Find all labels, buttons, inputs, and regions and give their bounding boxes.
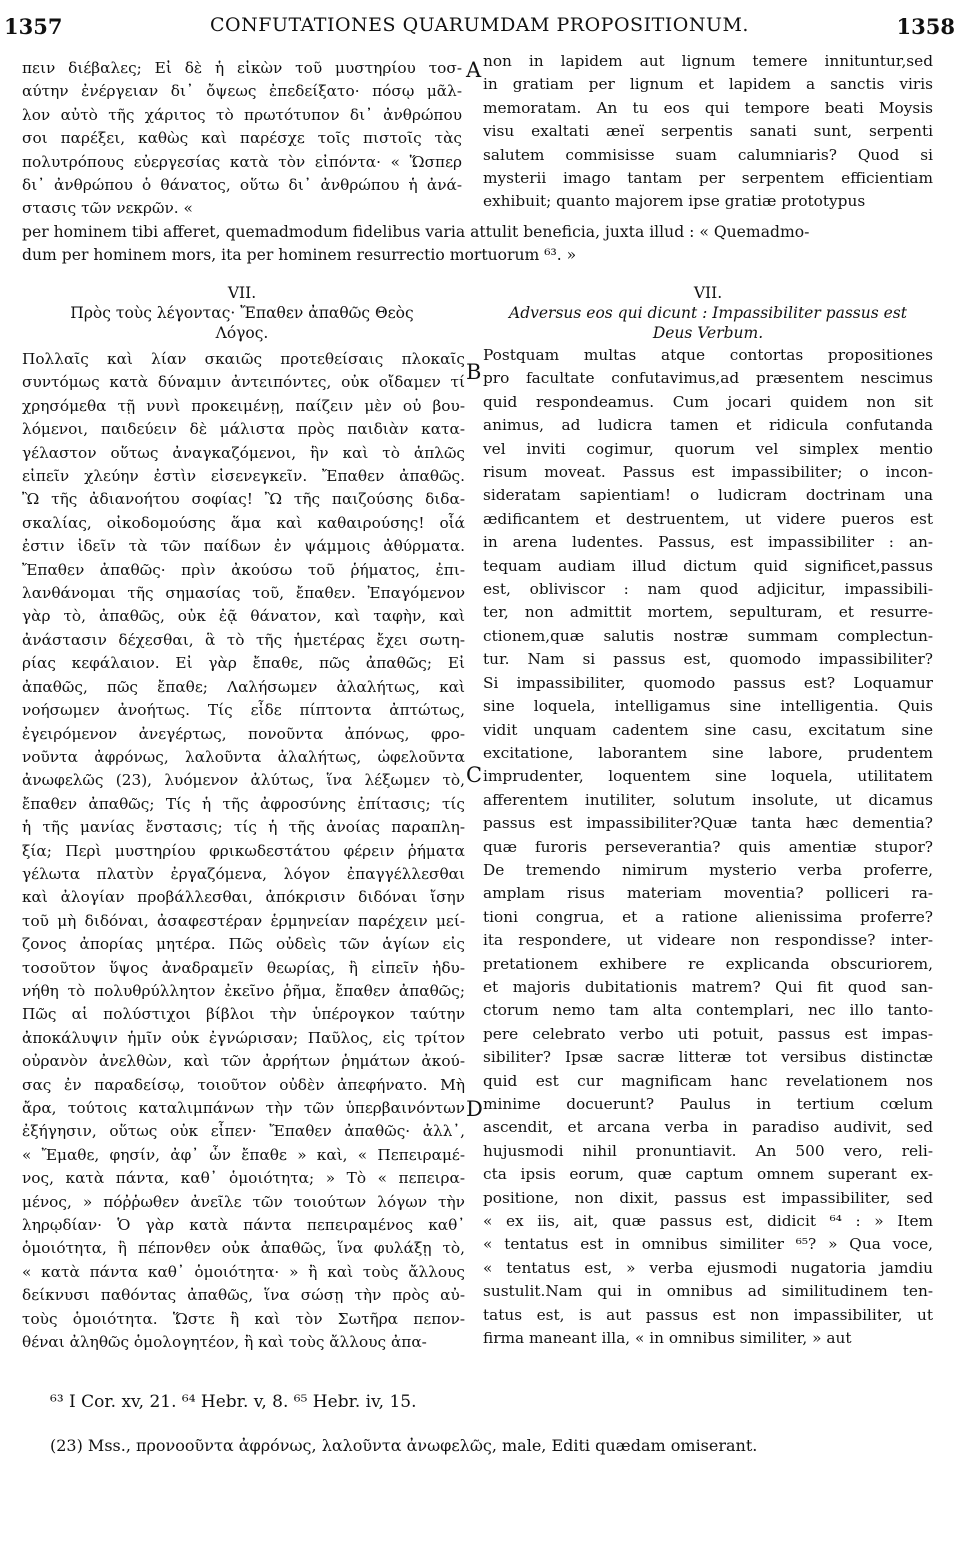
margin-marker-b: B bbox=[466, 360, 482, 384]
latin-section-title-1: Adversus eos qui dicunt : Impassibiliter passus est bbox=[509, 304, 907, 322]
latin-text-line: et majoris dubitationis matrem? Qui fit quod san- bbox=[483, 977, 933, 996]
latin-text-line: Si impassibiliter, quomodo passus est? Loquamur bbox=[483, 673, 933, 692]
latin-text-line: in gratiam per lignum et lapidem a sanctis viris bbox=[483, 75, 933, 94]
latin-text-line: visu exaltati æneï serpentis sanati sunt, serpenti bbox=[483, 122, 933, 141]
greek-column-top bbox=[22, 57, 462, 221]
greek-text-line: αύτην ἐνέργειαν δι᾽ ὄψεως ἐπεδείξατο· πόσῳ μᾶλ- bbox=[22, 82, 462, 101]
critical-note: (23) Mss., προνοοῦντα ἀφρόνως, λαλοῦντα ἀνωφελῶς, male, Editi quædam omiserant. bbox=[50, 1436, 758, 1455]
latin-text-line: ter, non admittit mortem, sepulturam, et resurre- bbox=[483, 603, 933, 622]
latin-text-line: imprudenter, loquentem sine loquela, utilitatem bbox=[483, 767, 933, 786]
latin-text-line: in arena ludentes. Passus, est impassibiliter : an- bbox=[483, 533, 933, 552]
margin-marker-d: D bbox=[466, 1097, 483, 1121]
latin-text-line: « ex iis, ait, quæ passus est, didicit ⁶⁴ : » Item bbox=[483, 1212, 933, 1231]
latin-column-top bbox=[483, 50, 933, 214]
greek-text-line: νήθη τὸ πολυθρύλλητον ἐκεῖνο ῥῆμα, ἔπαθεν ἀπαθῶς; bbox=[22, 981, 465, 1000]
latin-text-line: risum moveat. Passus est impassibiliter; o incon- bbox=[483, 463, 933, 482]
greek-text-line: ἀποκάλυψιν ἡμῖν οὐκ ἐγνώρισαν; Παῦλος, εἰς τρίτον bbox=[22, 1028, 465, 1047]
greek-section-number: VII. bbox=[227, 284, 257, 302]
greek-text-line: Ὢ τῆς ἀδιανοήτου σοφίας! Ὢ τῆς παιζούσης διδα- bbox=[22, 490, 465, 509]
latin-text-line: animus, ad ludicra tamen et ridicula confutanda bbox=[483, 416, 933, 435]
greek-text-line: ρίας κεφάλαιον. Εἰ γὰρ ἔπαθε, πῶς ἀπαθῶς; Εἰ bbox=[22, 654, 465, 673]
greek-text-line: νοῦντα ἀφρόνως, λαλοῦντα ἀλαλήτως, ὠφελοῦντα bbox=[22, 747, 465, 766]
greek-text-line: ἀνωφελῶς (23), λυόμενον ἀλύτως, ἵνα λέξωμεν τὸ, bbox=[22, 771, 465, 790]
latin-text-line: minime docuerunt? Paulus in tertium cœlum bbox=[483, 1095, 933, 1113]
running-title: CONFUTATIONES QUARUMDAM PROPOSITIONUM. bbox=[210, 14, 749, 36]
footnotes: ⁶³ I Cor. xv, 21. ⁶⁴ Hebr. v, 8. ⁶⁵ Hebr. iv, 15. bbox=[50, 1392, 417, 1412]
greek-column-body bbox=[22, 348, 465, 1354]
latin-text-line: passus est impassibiliter?Quæ tanta hæc dementia? bbox=[483, 814, 933, 833]
greek-text-line: λον αὐτὸ τῆς χάριτος τὸ πρωτότυπον δι᾽ ἀνθρώπου bbox=[22, 105, 462, 124]
greek-text-line: χρησόμεθα τῇ νυνὶ προκειμένῃ, παίζειν μὲν οὐ βου- bbox=[22, 396, 465, 415]
greek-text-line: νοήσωμεν ἀνοήτως. Τίς εἶδε πίπτοντα ἀπτώτως, bbox=[22, 701, 465, 720]
greek-text-line: « κατὰ πάντα καθ᾽ ὁμοιότητα· » ἢ καὶ τοὺς ἄλλους bbox=[22, 1262, 465, 1281]
greek-text-line: Πολλαῖς καὶ λίαν σκαιῶς προτεθείσαις πλοκαῖς bbox=[22, 350, 465, 368]
greek-text-line: ληρῳδίαν· Ὁ γὰρ κατὰ πάντα πεπειραμένος καθ᾽ bbox=[22, 1216, 465, 1235]
greek-text-line: ζονος ἀπορίας μητέρα. Πῶς οὐδεὶς τῶν ἁγίων εἰς bbox=[22, 935, 465, 954]
latin-text-line: vel inviti cogimur, quorum vel simplex mentio bbox=[483, 439, 933, 458]
greek-text-line: ἐγειρόμενον ἀνεγέρτως, πονοῦντα ἀπόνως, φρο- bbox=[22, 724, 465, 743]
greek-text-line: ἐστιν ἰδεῖν τὰ τῶν παίδων ἐν ψάμμοις ἀθύρματα. bbox=[22, 537, 465, 556]
latin-text-line: non in lapidem aut lignum temere innituntur,sed bbox=[483, 52, 933, 70]
latin-text-line: memoratam. An tu eos qui tempore beati Moysis bbox=[483, 98, 933, 117]
greek-text-line: ἄρα, τούτοις καταλιμπάνων τὴν τῶν ὑπερβαινόντων bbox=[22, 1099, 465, 1117]
greek-text-line: σκαλίας, οἰκοδομούσης ἅμα καὶ καθαιρούσης! οἷά bbox=[22, 513, 465, 532]
latin-text-line: ascendit, et arcana verba in paradiso audivit, sed bbox=[483, 1118, 933, 1137]
latin-text-line: ctionem,quæ salutis nostræ summam complectun- bbox=[483, 626, 933, 645]
greek-text-line: δι᾽ ἀνθρώπου ὁ θάνατος, οὕτω δι᾽ ἀνθρώπου ἡ ἀνά- bbox=[22, 176, 462, 195]
page-number-left: 1357 bbox=[4, 14, 63, 39]
latin-text-line: salutem commisisse suam calumniaris? Quod si bbox=[483, 145, 933, 164]
greek-text-line: σας ἐν παραδείσῳ, τοιοῦτον οὐδὲν ἀπεφήνατο. Μὴ bbox=[22, 1075, 465, 1094]
latin-text-line: ita respondere, ut videare non respondisse? inter- bbox=[483, 931, 933, 950]
margin-marker-a: A bbox=[466, 58, 482, 82]
greek-text-line: λανθάνομαι τῆς σημασίας τοῦ, ἔπαθεν. Ἐπαγόμενον bbox=[22, 584, 465, 603]
margin-marker-c: C bbox=[466, 763, 483, 787]
greek-section-heading bbox=[22, 283, 462, 343]
greek-text-line: θέναι ἀληθῶς ὁμολογητέον, ἢ καὶ τοὺς ἄλλους ἀπα- bbox=[22, 1333, 427, 1352]
latin-text-line: « tentatus est, » verba ejusmodi nugatoria jamdiu bbox=[483, 1258, 933, 1277]
latin-text-line: pro facultate confutavimus,ad præsentem nescimus bbox=[483, 369, 933, 388]
latin-text-line: positione, non dixit, passus est impassibiliter, sed bbox=[483, 1188, 933, 1207]
latin-text-line: sine loquela, intelligamus sine intelligentia. Quis bbox=[483, 697, 933, 716]
greek-text-line: πειν διέβαλες; Εἰ δὲ ἡ εἰκὼν τοῦ μυστηρίου τοσ- bbox=[22, 59, 462, 77]
latin-text-line: excitatione, laborantem sine labore, prudentem bbox=[483, 743, 933, 762]
full-width-line-1: per hominem tibi afferet, quemadmodum fidelibus varia attulit beneficia, juxta illud : « Quemadmo- bbox=[22, 223, 810, 241]
greek-text-line: ὁμοιότητα, ἢ πέπονθεν οὐκ ἀπαθῶς, ἵνα φυλάξῃ τὸ, bbox=[22, 1239, 465, 1258]
greek-text-line: μένος, » πόῤῥωθεν ἀνεῖλε τῶν τοιούτων λόγων τὴν bbox=[22, 1192, 465, 1211]
greek-text-line: δείκνυσι παθόντας ἀπαθῶς, ἵνα σώσῃ τὴν πρὸς αὐ- bbox=[22, 1286, 465, 1305]
latin-text-line: afferentem inutiliter, solutum insolute, ut dicamus bbox=[483, 790, 933, 809]
latin-section-number: VII. bbox=[693, 284, 723, 302]
latin-text-line: pere celebrato verbo uti potuit, passus est impas- bbox=[483, 1024, 933, 1043]
greek-text-line: οὐρανὸν ἀνελθὼν, καὶ τῶν ἀρρήτων ῥημάτων ἀκού- bbox=[22, 1052, 465, 1071]
greek-text-line: στασις τῶν νεκρῶν. « bbox=[22, 199, 193, 218]
latin-text-line: hujusmodi nihil pronuntiavit. An 500 vero, reli- bbox=[483, 1141, 933, 1160]
greek-text-line: γέλωτα πλατὺν ἐργαζόμενα, λόγον ἐπαγγέλλεσθαι bbox=[22, 864, 465, 883]
latin-text-line: quæ furoris perseverantia? quis amentiæ stupor? bbox=[483, 837, 933, 856]
latin-text-line: sideratam sapientiam! o ludicram doctrinam una bbox=[483, 486, 933, 505]
greek-section-title-2: Λόγος. bbox=[215, 324, 269, 342]
greek-text-line: λόμενοι, παιδεύειν δὲ μάλιστα πρὸς παιδιὰν κατα- bbox=[22, 420, 465, 439]
greek-text-line: γέλαστον οὕτως ἀναγκαζόμενοι, ἣν καὶ τὸ ἁπλῶς bbox=[22, 443, 465, 462]
latin-text-line: pretationem exhibere re explicanda obscuriorem, bbox=[483, 954, 933, 973]
latin-text-line: tioni congrua, et a ratione alienissima proferre? bbox=[483, 907, 933, 926]
latin-text-line: est, obliviscor : nam quod adjicitur, impassibili- bbox=[483, 580, 933, 599]
latin-section-heading bbox=[483, 283, 933, 343]
greek-text-line: ἡ τῆς μανίας ἔνστασις; τίς ἡ τῆς ἀνοίας παραπλη- bbox=[22, 818, 465, 837]
greek-text-line: ἐξήγησιν, οὕτως οὐκ εἶπεν· Ἔπαθεν ἀπαθῶς· ἀλλ᾽, bbox=[22, 1122, 465, 1141]
greek-text-line: ἔπαθεν ἀπαθῶς; Τίς ἡ τῆς ἀφροσύνης ἐπίτασις; τίς bbox=[22, 794, 465, 813]
greek-text-line: Ἔπαθεν ἀπαθῶς· πρὶν ἀκούσω τοῦ ῥήματος, ἐπι- bbox=[22, 560, 465, 579]
latin-text-line: sustulit.Nam qui in omnibus ad similitudinem ten- bbox=[483, 1282, 933, 1301]
greek-text-line: Πῶς αἱ πολύστιχοι βίβλοι τὴν ὑπέρογκον ταύτην bbox=[22, 1005, 465, 1024]
greek-text-line: τοὺς ὁμοιότητα. Ὥστε ἢ καὶ τὸν Σωτῆρα πεπον- bbox=[22, 1309, 465, 1328]
latin-text-line: ædificantem et destruentem, ut videre pueros est bbox=[483, 509, 933, 528]
latin-text-line: mysterii imago tantam per serpentem efficientiam bbox=[483, 169, 933, 188]
latin-text-line: vidit unquam cadentem sine casu, excitatum sine bbox=[483, 720, 933, 739]
greek-text-line: τοσοῦτον ὕψος ἀναδραμεῖν θεωρίας, ἢ εἰπεῖν ἠδυ- bbox=[22, 958, 465, 977]
latin-text-line: exhibuit; quanto majorem ipse gratiæ prototypus bbox=[483, 192, 866, 211]
greek-text-line: τοῦ μὴ διδόναι, ἀσαφεστέραν ἑρμηνείαν παρέχειν μεί- bbox=[22, 911, 465, 930]
greek-text-line: γὰρ τὸ, ἀπαθῶς, οὐκ ἐᾷ θάνατον, καὶ ταφὴν, καὶ bbox=[22, 607, 465, 626]
greek-text-line: πολυτρόπους εὐεργεσίας κατὰ τὸν εἰπόντα· « Ὥσπερ bbox=[22, 152, 462, 171]
running-header bbox=[4, 14, 955, 46]
latin-text-line: quid est cur magnificam hanc revelationem nos bbox=[483, 1071, 933, 1090]
greek-section-title-1: Πρὸς τοὺς λέγοντας· Ἔπαθεν ἀπαθῶς Θεὸς bbox=[70, 304, 414, 322]
latin-text-line: tatus est, is aut passus est non impassibiliter, ut bbox=[483, 1305, 933, 1324]
latin-text-line: Postquam multas atque contortas propositiones bbox=[483, 346, 933, 364]
latin-text-line: sibiliter? Ipsæ sacræ litteræ tot versibus distinctæ bbox=[483, 1048, 933, 1067]
page-number-right: 1358 bbox=[896, 14, 955, 39]
full-width-line-2: dum per hominem mors, ita per hominem resurrectio mortuorum ⁶³. » bbox=[22, 246, 577, 264]
greek-text-line: « Ἔμαθε, φησίν, ἀφ᾽ ὧν ἔπαθε » καὶ, « Πεπειραμέ- bbox=[22, 1145, 465, 1164]
latin-text-line: firma maneant illa, « in omnibus similiter, » aut bbox=[483, 1329, 852, 1348]
latin-section-title-2: Deus Verbum. bbox=[652, 324, 764, 342]
latin-text-line: « tentatus est in omnibus similiter ⁶⁵? » Qua voce, bbox=[483, 1235, 933, 1254]
greek-text-line: ξία; Περὶ μυστηρίου φρικωδεστάτου φέρειν ῥήματα bbox=[22, 841, 465, 860]
latin-text-line: quid respondeamus. Cum jocari quidem non sit bbox=[483, 392, 933, 411]
greek-text-line: εἰπεῖν χλεύην ἐστὶν εἰσενεγκεῖν. Ἔπαθεν ἀπαθῶς. bbox=[22, 467, 465, 486]
greek-text-line: συντόμως κατὰ δύναμιν ἀντειπόντες, οὐκ οἴδαμεν τί bbox=[22, 373, 465, 392]
greek-text-line: νος, κατὰ πάντα, καθ᾽ ὁμοιότητα; » Τὸ « πεπειρα- bbox=[22, 1169, 465, 1188]
greek-text-line: ἀνάστασιν δέχεσθαι, ἃ τὸ τῆς ἡμετέρας ἔχει σωτη- bbox=[22, 630, 465, 649]
greek-text-line: καὶ ἀλογίαν προβάλλεσθαι, ἀπόκρισιν διδόναι ἴσην bbox=[22, 888, 465, 907]
greek-text-line: σοι παρέξει, καθὼς καὶ παρέσχε τοῖς πιστοῖς τὰς bbox=[22, 129, 462, 148]
latin-text-line: ctorum nemo tam alta contemplari, nec illo tanto- bbox=[483, 1001, 933, 1020]
latin-text-line: tur. Nam si passus est, quomodo impassibiliter? bbox=[483, 650, 933, 669]
latin-text-line: amplam risus materiam moventia? polliceri ra- bbox=[483, 884, 933, 903]
latin-text-line: tequam audiam illud dictum quid significet,passus bbox=[483, 556, 933, 575]
latin-column-body bbox=[483, 344, 933, 1350]
latin-text-line: cta ipsis eorum, quæ captum omnem superant ex- bbox=[483, 1165, 933, 1184]
latin-text-line: De tremendo nimirum mysterio verba proferre, bbox=[483, 860, 933, 879]
greek-text-line: ἀπαθῶς, πῶς ἔπαθε; Λαλήσωμεν ἀλαλήτως, καὶ bbox=[22, 677, 465, 696]
